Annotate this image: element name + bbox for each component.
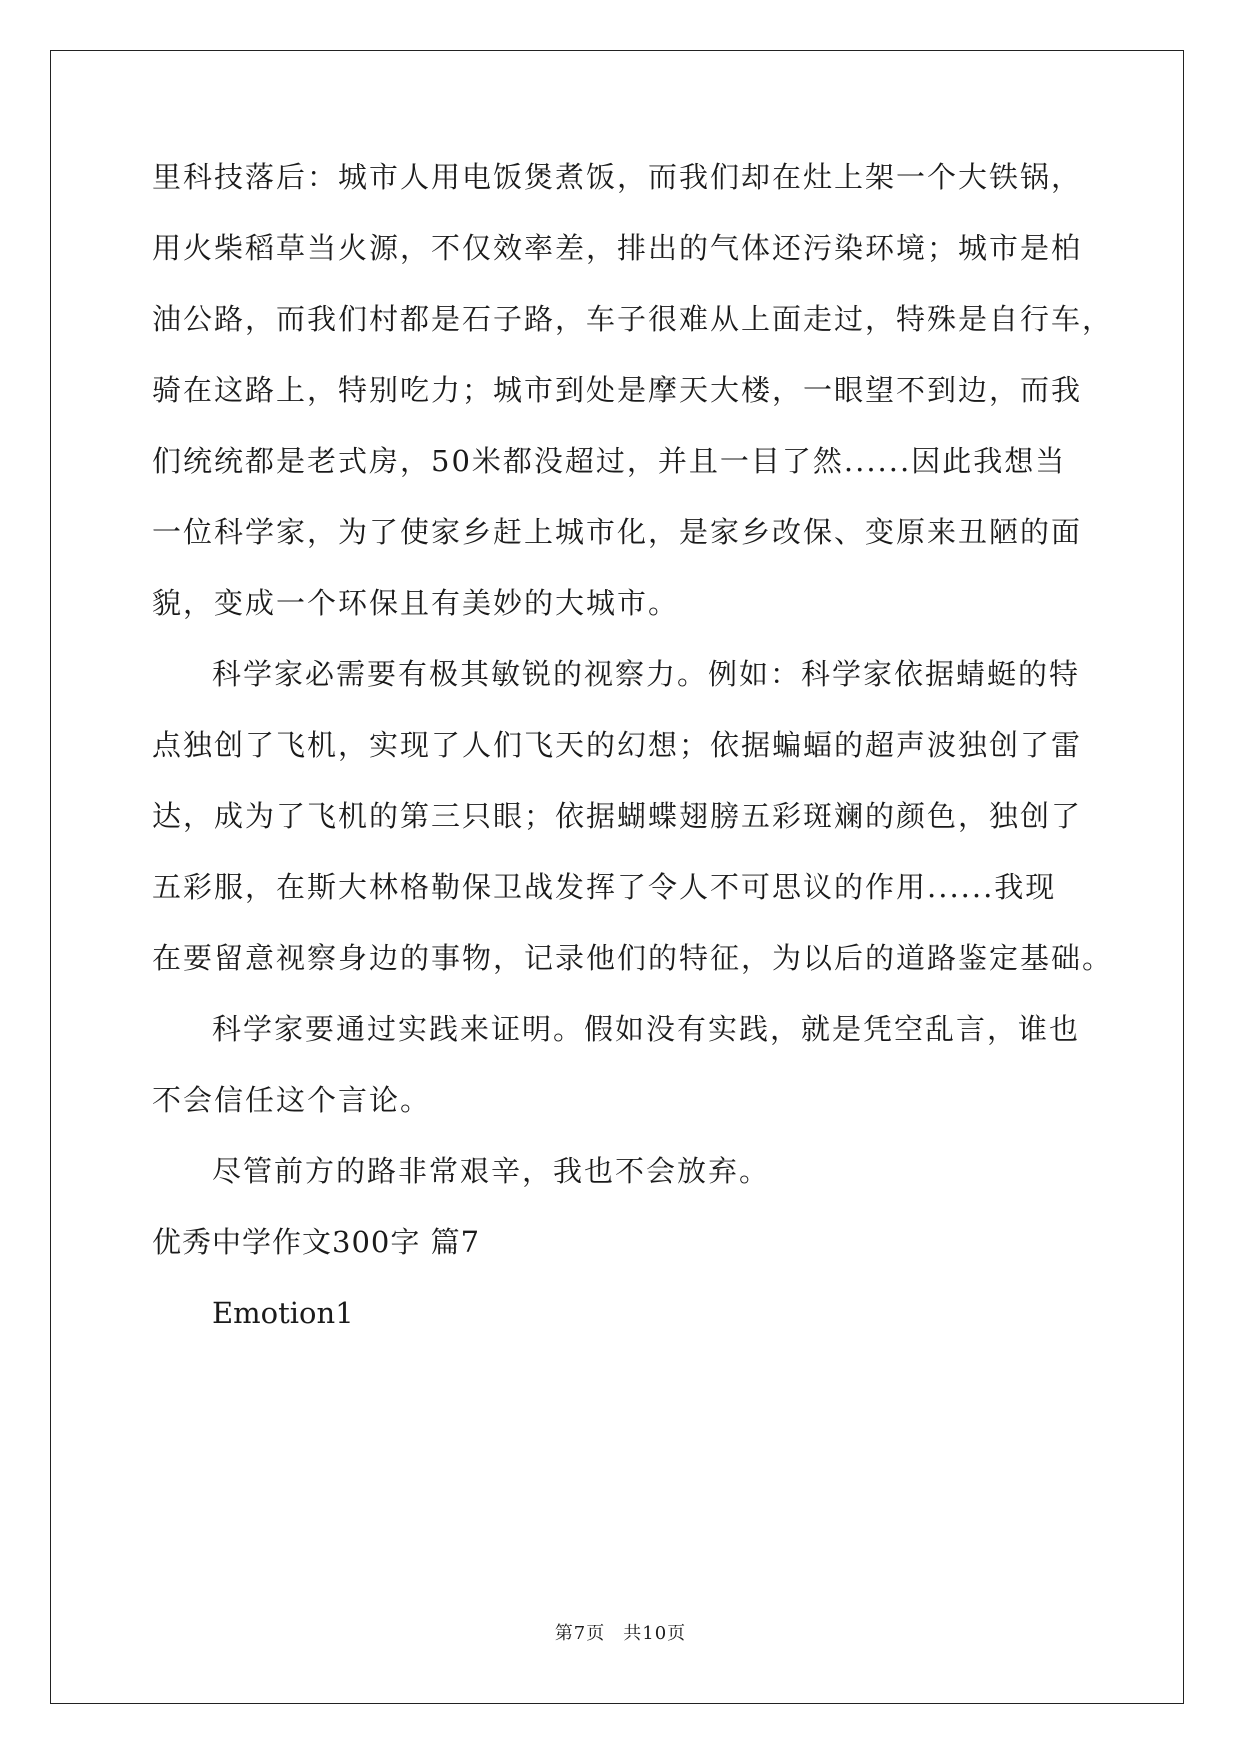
text-line: 里科技落后：城市人用电饭煲煮饭，而我们却在灶上架一个大铁锅， — [152, 160, 1083, 194]
text-line: 点独创了飞机，实现了人们飞天的幻想；依据蝙蝠的超声波独创了雷 — [152, 728, 1083, 762]
text-line: 们统统都是老式房，50米都没超过，并且一目了然......因此我想当 — [152, 444, 1067, 478]
page-footer — [0, 1622, 1241, 1646]
text-line: 用火柴稻草当火源，不仅效率差，排出的气体还污染环境；城市是柏 — [152, 231, 1083, 265]
text-line: Emotion1 — [212, 1296, 354, 1330]
paragraph-start-line: 科学家必需要有极其敏锐的视察力。例如：科学家依据蜻蜓的特 — [212, 657, 1081, 691]
page-total: 共10页 — [623, 1623, 687, 1644]
paragraph-start-line: 尽管前方的路非常艰辛，我也不会放弃。 — [212, 1154, 771, 1188]
text-line: 不会信任这个言论。 — [152, 1083, 432, 1117]
text-line: 油公路，而我们村都是石子路，车子很难从上面走过，特殊是自行车， — [152, 302, 1114, 336]
text-line: 达，成为了飞机的第三只眼；依据蝴蝶翅膀五彩斑斓的颜色，独创了 — [152, 799, 1083, 833]
text-line: 貌，变成一个环保且有美妙的大城市。 — [152, 586, 680, 620]
text-line: 五彩服，在斯大林格勒保卫战发挥了令人不可思议的作用......我现 — [152, 870, 1057, 904]
text-line: 骑在这路上，特别吃力；城市到处是摩天大楼，一眼望不到边，而我 — [152, 373, 1083, 407]
section-heading: 优秀中学作文300字 篇7 — [152, 1225, 481, 1259]
paragraph-start-line: 科学家要通过实践来证明。假如没有实践，就是凭空乱言，谁也 — [212, 1012, 1081, 1046]
text-line: 在要留意视察身边的事物，记录他们的特征，为以后的道路鉴定基础。 — [152, 941, 1114, 975]
text-line: 一位科学家，为了使家乡赶上城市化，是家乡改保、变原来丑陋的面 — [152, 515, 1083, 549]
page-number: 第7页 — [554, 1623, 606, 1644]
